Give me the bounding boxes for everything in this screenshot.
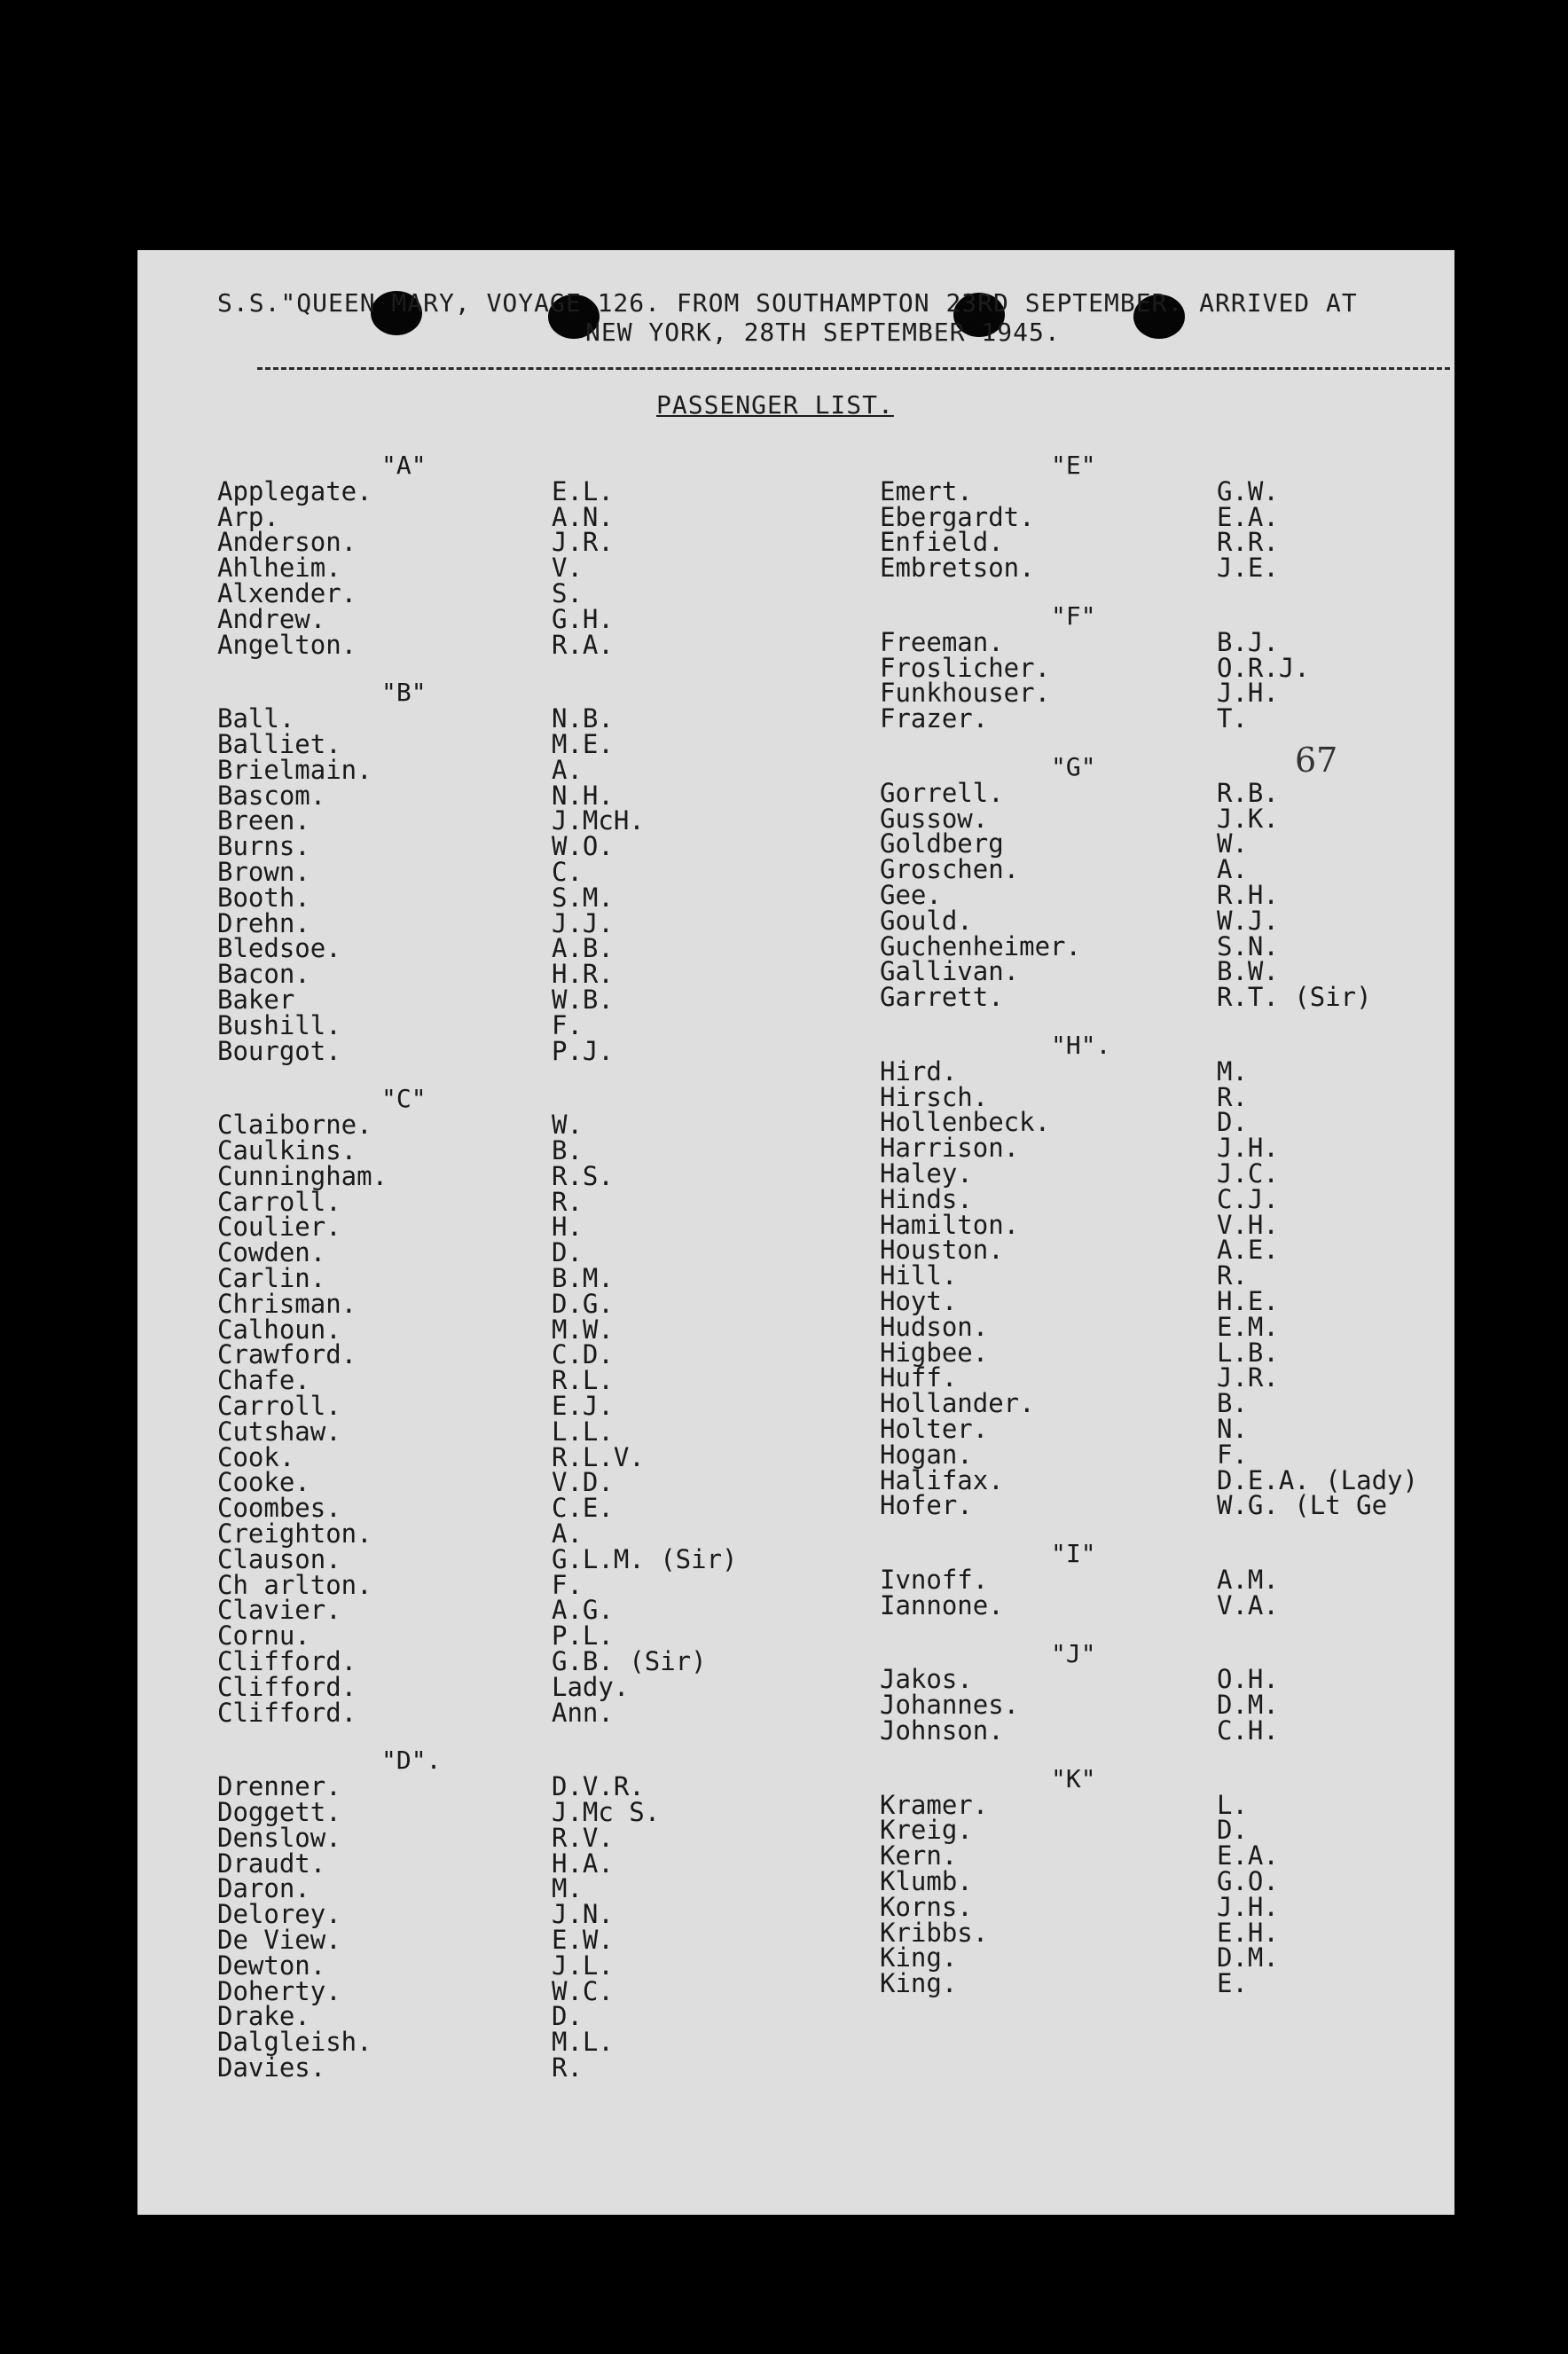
passenger-surname: Carlin. (217, 1263, 326, 1293)
section-letter: "H". (1051, 1031, 1111, 1060)
passenger-initials: R. (552, 2052, 583, 2083)
passenger-surname: Carroll. (217, 1391, 341, 1421)
passenger-initials: M. (1217, 1055, 1248, 1087)
passenger-surname: Chafe. (217, 1365, 310, 1396)
passenger-surname: Dewton. (217, 1950, 326, 1981)
section-letter: "G" (1051, 752, 1096, 781)
passenger-surname: Huff. (880, 1362, 958, 1393)
header-divider (257, 367, 1450, 370)
passenger-initials: V.D. (552, 1467, 614, 1498)
passenger-initials: E.J. (552, 1391, 614, 1421)
passenger-surname: Garrett. (880, 982, 1004, 1013)
passenger-surname: Bushill. (217, 1009, 341, 1040)
passenger-initials: C.H. (1217, 1715, 1279, 1746)
passenger-initials: V.H. (1217, 1209, 1279, 1240)
passenger-initials: B. (1217, 1388, 1248, 1419)
passenger-surname: Claiborne. (217, 1110, 372, 1141)
passenger-surname: Cutshaw. (217, 1416, 341, 1447)
passenger-surname: Drehn. (217, 907, 310, 938)
passenger-initials: G.H. (552, 603, 614, 634)
passenger-initials: R. (1217, 1081, 1248, 1112)
passenger-initials: Ann. (552, 1697, 614, 1728)
passenger-surname: Bourgot. (217, 1035, 341, 1066)
passenger-initials: D. (552, 1237, 583, 1268)
passenger-initials: N. (1217, 1414, 1248, 1444)
section-letter: "I" (1051, 1539, 1096, 1569)
passenger-surname: Gussow. (880, 803, 989, 834)
passenger-initials: L.B. (1217, 1337, 1279, 1368)
passenger-initials: J.R. (1217, 1362, 1279, 1393)
passenger-surname: Applegate. (217, 475, 372, 506)
passenger-surname: Clauson. (217, 1543, 341, 1574)
passenger-initials: R.T. (Sir) (1217, 982, 1372, 1013)
passenger-surname: De View. (217, 1925, 341, 1955)
passenger-initials: A. (1217, 854, 1248, 885)
passenger-initials: F. (552, 1569, 583, 1600)
passenger-initials: J.C. (1217, 1158, 1279, 1189)
passenger-initials: A.M. (1217, 1565, 1279, 1595)
passenger-surname: Kreig. (880, 1815, 973, 1846)
passenger-initials: E.A. (1217, 1840, 1279, 1871)
passenger-initials: J.H. (1217, 678, 1279, 709)
passenger-surname: Carroll. (217, 1186, 341, 1217)
passenger-surname: Iannone. (880, 1589, 1004, 1620)
passenger-surname: Burns. (217, 831, 310, 862)
passenger-initials: J.N. (552, 1899, 614, 1930)
passenger-surname: Balliet. (217, 729, 341, 759)
passenger-initials: J.H. (1217, 1891, 1279, 1922)
passenger-initials: H.E. (1217, 1286, 1279, 1316)
passenger-initials: R.V. (552, 1822, 614, 1853)
passenger-surname: Hird. (880, 1055, 958, 1087)
passenger-initials: V.A. (1217, 1589, 1279, 1620)
passenger-surname: Cooke. (217, 1467, 310, 1498)
passenger-surname: Emert. (880, 475, 973, 506)
passenger-surname: Bacon. (217, 959, 310, 990)
passenger-initials: M. (552, 1873, 583, 1904)
passenger-initials: E.A. (1217, 501, 1279, 532)
passenger-initials: D.M. (1217, 1690, 1279, 1721)
passenger-surname: Higbee. (880, 1337, 989, 1368)
passenger-surname: Hill. (880, 1260, 958, 1291)
passenger-surname: King. (880, 1968, 958, 1999)
passenger-surname: Clifford. (217, 1697, 357, 1728)
passenger-initials: A.B. (552, 933, 614, 964)
passenger-surname: Clavier. (217, 1595, 341, 1626)
passenger-surname: Cornu. (217, 1620, 310, 1652)
passenger-surname: Brielmain. (217, 754, 372, 785)
passenger-initials: R.L.V. (552, 1441, 645, 1472)
passenger-surname: Harrison. (880, 1133, 1020, 1164)
passenger-initials: H. (552, 1212, 583, 1243)
passenger-surname: Hollenbeck. (880, 1107, 1051, 1138)
passenger-initials: G.O. (1217, 1866, 1279, 1896)
passenger-initials: J.E. (1217, 553, 1279, 584)
section-letter: "C" (381, 1084, 427, 1114)
passenger-surname: Johannes. (880, 1690, 1020, 1721)
passenger-surname: Hirsch. (880, 1081, 989, 1112)
passenger-initials: W.B. (552, 985, 614, 1015)
passenger-initials: W. (1217, 828, 1248, 859)
passenger-surname: Draudt. (217, 1848, 326, 1879)
passenger-initials: E.M. (1217, 1311, 1279, 1342)
passenger-surname: Kern. (880, 1840, 958, 1871)
passenger-surname: Hogan. (880, 1439, 973, 1470)
passenger-initials: P.L. (552, 1620, 614, 1652)
passenger-surname: Halifax. (880, 1464, 1004, 1495)
passenger-initials: E. (1217, 1968, 1248, 1999)
passenger-initials: A.E. (1217, 1235, 1279, 1266)
passenger-surname: Korns. (880, 1891, 973, 1922)
passenger-initials: G.L.M. (Sir) (552, 1543, 738, 1574)
passenger-surname: Chrisman. (217, 1288, 357, 1319)
passenger-initials: S.N. (1217, 930, 1279, 961)
passenger-surname: Ebergardt. (880, 501, 1035, 532)
passenger-initials: W. (552, 1110, 583, 1141)
passenger-initials: W.J. (1217, 905, 1279, 936)
passenger-surname: Cunningham. (217, 1160, 388, 1191)
passenger-surname: Gallivan. (880, 956, 1020, 987)
passenger-initials: M.E. (552, 729, 614, 759)
passenger-surname: Doggett. (217, 1797, 341, 1827)
passenger-surname: Cook. (217, 1441, 295, 1472)
passenger-surname: Cowden. (217, 1237, 326, 1268)
passenger-initials: L.L. (552, 1416, 614, 1447)
passenger-surname: Haley. (880, 1158, 973, 1189)
passenger-surname: Groschen. (880, 854, 1020, 885)
passenger-surname: Kramer. (880, 1789, 989, 1820)
passenger-surname: Andrew. (217, 603, 326, 634)
passenger-surname: Bascom. (217, 780, 326, 811)
passenger-initials: B. (552, 1135, 583, 1165)
passenger-initials: J.H. (1217, 1133, 1279, 1164)
passenger-surname: Johnson. (880, 1715, 1004, 1746)
passenger-surname: Doherty. (217, 1975, 341, 2006)
passenger-initials: R. (1217, 1260, 1248, 1291)
passenger-surname: Baker (217, 985, 295, 1015)
passenger-surname: Hoyt. (880, 1286, 958, 1316)
passenger-surname: Arp. (217, 501, 279, 532)
passenger-initials: J.K. (1217, 803, 1279, 834)
passenger-surname: Gee. (880, 880, 942, 910)
passenger-surname: Ahlheim. (217, 553, 341, 584)
passenger-surname: Freeman. (880, 626, 1004, 657)
passenger-initials: E.W. (552, 1925, 614, 1955)
passenger-initials: G.B. (Sir) (552, 1646, 707, 1676)
passenger-initials: H.R. (552, 959, 614, 990)
passenger-initials: T. (1217, 703, 1248, 734)
passenger-initials: E.H. (1217, 1917, 1279, 1948)
passenger-initials: J.L. (552, 1950, 614, 1981)
section-letter: "A" (381, 451, 427, 480)
passenger-surname: Froslicher. (880, 652, 1051, 683)
passenger-initials: B.J. (1217, 626, 1279, 657)
passenger-surname: Bledsoe. (217, 933, 341, 964)
passenger-initials: M.W. (552, 1314, 614, 1345)
passenger-list-title: PASSENGER LIST. (656, 390, 894, 420)
passenger-initials: W.C. (552, 1975, 614, 2006)
passenger-surname: Angelton. (217, 629, 357, 660)
passenger-initials: A. (552, 1518, 583, 1549)
passenger-initials: C. (552, 857, 583, 887)
passenger-initials: C.J. (1217, 1183, 1279, 1214)
passenger-initials: F. (1217, 1439, 1248, 1470)
passenger-initials: L. (1217, 1789, 1248, 1820)
passenger-initials: J.R. (552, 527, 614, 558)
page-number: 67 (1295, 741, 1338, 780)
passenger-initials: R.B. (1217, 777, 1279, 808)
passenger-surname: Funkhouser. (880, 678, 1051, 709)
passenger-surname: Frazer. (880, 703, 989, 734)
passenger-initials: D. (1217, 1815, 1248, 1846)
passenger-initials: F. (552, 1009, 583, 1040)
passenger-initials: V. (552, 553, 583, 584)
section-letter: "K" (1051, 1763, 1096, 1793)
header-line-1: S.S."QUEEN MARY, VOYAGE 126. FROM SOUTHAMPTON 23RD SEPTEMBER. ARRIVED AT (217, 288, 1358, 318)
passenger-initials: W.O. (552, 831, 614, 862)
passenger-initials: P.J. (552, 1035, 614, 1066)
passenger-initials: N.H. (552, 780, 614, 811)
passenger-surname: Breen. (217, 805, 310, 836)
passenger-initials: D. (552, 2001, 583, 2032)
passenger-surname: Brown. (217, 857, 310, 887)
passenger-surname: Hinds. (880, 1183, 973, 1214)
section-letter: "F" (1051, 601, 1096, 631)
passenger-initials: D. (1217, 1107, 1248, 1138)
passenger-surname: Crawford. (217, 1339, 357, 1370)
passenger-initials: B.M. (552, 1263, 614, 1293)
passenger-initials: R.H. (1217, 880, 1279, 910)
passenger-initials: R.S. (552, 1160, 614, 1191)
passenger-surname: Booth. (217, 882, 310, 913)
passenger-surname: Daron. (217, 1873, 310, 1904)
passenger-initials: B.W. (1217, 956, 1279, 987)
passenger-initials: E.L. (552, 475, 614, 506)
passenger-surname: Holter. (880, 1414, 989, 1444)
passenger-surname: Anderson. (217, 527, 357, 558)
passenger-initials: R.L. (552, 1365, 614, 1396)
passenger-surname: Ch arlton. (217, 1569, 372, 1600)
passenger-initials: R.A. (552, 629, 614, 660)
passenger-surname: Hamilton. (880, 1209, 1020, 1240)
passenger-surname: Delorey. (217, 1899, 341, 1930)
passenger-surname: Kribbs. (880, 1917, 989, 1948)
passenger-initials: G.W. (1217, 475, 1279, 506)
passenger-surname: Houston. (880, 1235, 1004, 1266)
passenger-initials: M.L. (552, 2027, 614, 2058)
passenger-surname: Creighton. (217, 1518, 372, 1549)
passenger-surname: Enfield. (880, 527, 1004, 558)
passenger-initials: A. (552, 754, 583, 785)
passenger-surname: Coulier. (217, 1212, 341, 1243)
passenger-surname: Gorrell. (880, 777, 1004, 808)
passenger-initials: D.E.A. (Lady) (1217, 1464, 1418, 1495)
section-letter: "E" (1051, 451, 1096, 480)
passenger-initials: D.V.R. (552, 1771, 645, 1802)
passenger-surname: Denslow. (217, 1822, 341, 1853)
passenger-initials: C.D. (552, 1339, 614, 1370)
passenger-surname: Ball. (217, 703, 295, 734)
passenger-initials: S.M. (552, 882, 614, 913)
passenger-initials: R.R. (1217, 527, 1279, 558)
passenger-initials: H.A. (552, 1848, 614, 1879)
section-letter: "D". (381, 1746, 442, 1776)
passenger-initials: S. (552, 578, 583, 608)
passenger-initials: A.N. (552, 501, 614, 532)
passenger-surname: Jakos. (880, 1664, 973, 1695)
passenger-initials: W.G. (Lt Ge (1217, 1490, 1388, 1521)
passenger-surname: Coombes. (217, 1493, 341, 1524)
passenger-initials: Lady. (552, 1671, 630, 1702)
passenger-surname: Embretson. (880, 553, 1035, 584)
passenger-initials: J.Mc S. (552, 1797, 661, 1827)
passenger-initials: O.R.J. (1217, 652, 1310, 683)
passenger-initials: J.J. (552, 907, 614, 938)
passenger-surname: Ivnoff. (880, 1565, 989, 1595)
passenger-surname: Klumb. (880, 1866, 973, 1896)
passenger-surname: Drake. (217, 2001, 310, 2032)
passenger-surname: Gould. (880, 905, 973, 936)
header-line-2: NEW YORK, 28TH SEPTEMBER 1945. (585, 318, 1061, 347)
passenger-initials: O.H. (1217, 1664, 1279, 1695)
passenger-surname: Clifford. (217, 1671, 357, 1702)
passenger-surname: Guchenheimer. (880, 930, 1081, 961)
passenger-initials: J.McH. (552, 805, 645, 836)
passenger-initials: D.M. (1217, 1942, 1279, 1973)
passenger-surname: Calhoun. (217, 1314, 341, 1345)
section-letter: "J" (1051, 1638, 1096, 1668)
passenger-surname: Davies. (217, 2052, 326, 2083)
passenger-initials: R. (552, 1186, 583, 1217)
passenger-surname: Caulkins. (217, 1135, 357, 1165)
passenger-initials: D.G. (552, 1288, 614, 1319)
passenger-surname: Clifford. (217, 1646, 357, 1676)
passenger-surname: Hofer. (880, 1490, 973, 1521)
passenger-surname: Hudson. (880, 1311, 989, 1342)
passenger-initials: C.E. (552, 1493, 614, 1524)
passenger-surname: Dalgleish. (217, 2027, 372, 2058)
passenger-surname: Alxender. (217, 578, 357, 608)
passenger-initials: N.B. (552, 703, 614, 734)
passenger-surname: Hollander. (880, 1388, 1035, 1419)
passenger-surname: Drenner. (217, 1771, 341, 1802)
passenger-surname: Goldberg (880, 828, 1004, 859)
section-letter: "B" (381, 678, 427, 708)
passenger-surname: King. (880, 1942, 958, 1973)
passenger-initials: A.G. (552, 1595, 614, 1626)
